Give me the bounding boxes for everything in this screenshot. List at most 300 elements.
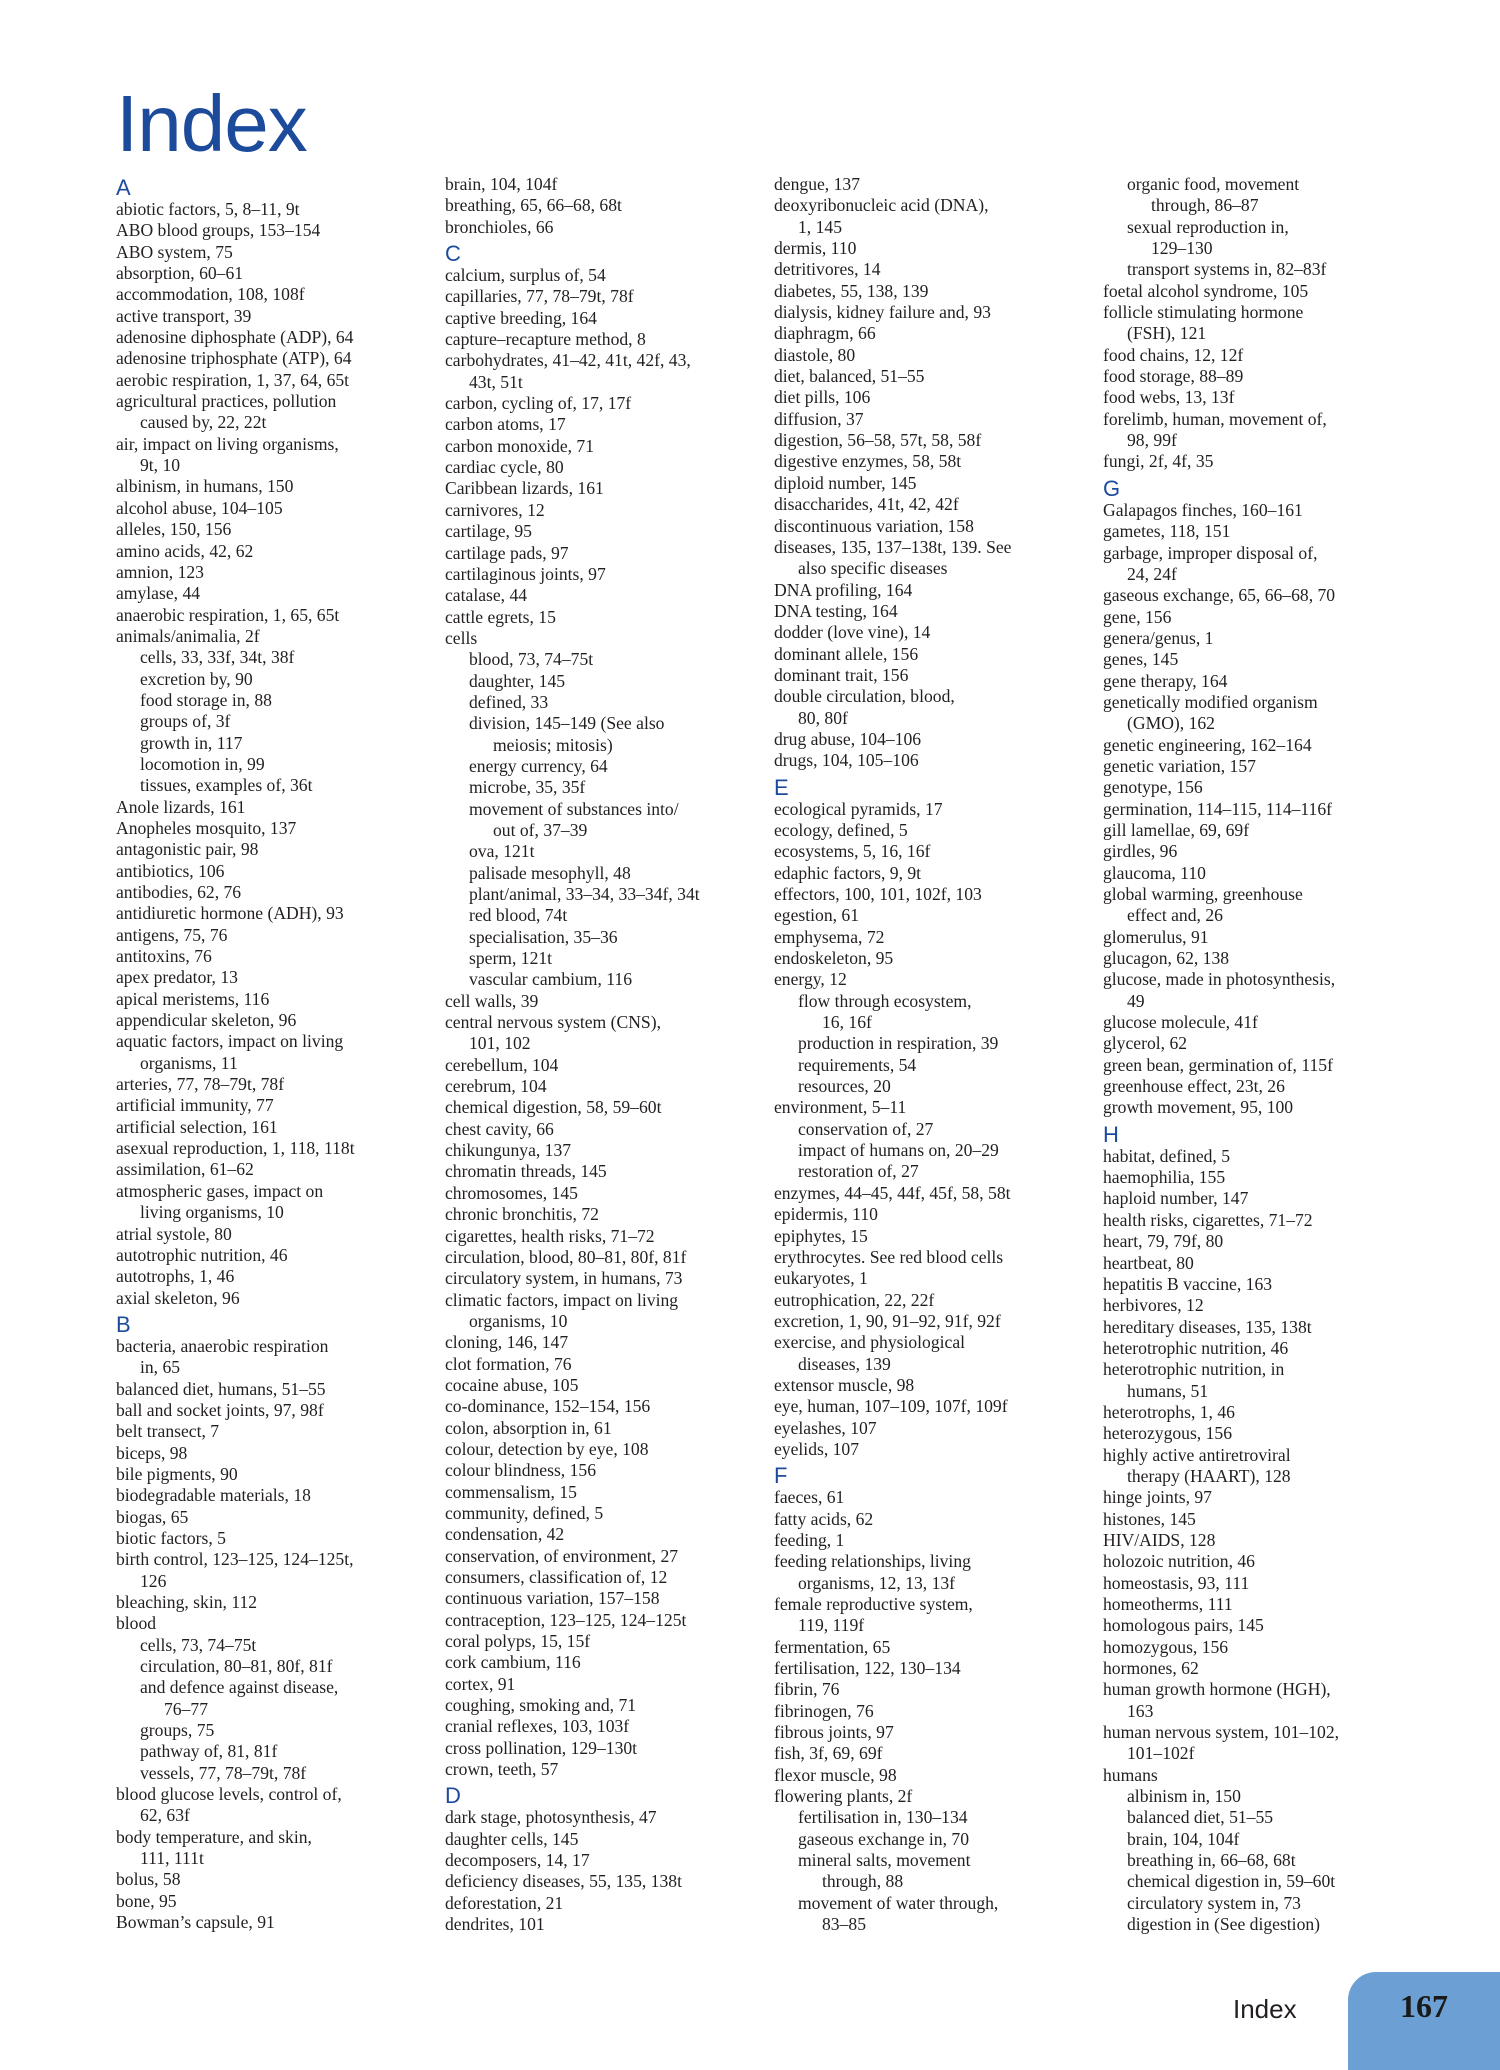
index-subentry: organic food, movement — [1127, 174, 1300, 194]
index-subentry: 101–102f — [1127, 1743, 1195, 1764]
index-entry: epidermis, 110 — [774, 1204, 878, 1225]
index-entry: biceps, 98 — [116, 1442, 188, 1463]
index-entry: artificial immunity, 77 — [116, 1095, 274, 1116]
index-entry: deficiency diseases, 55, 135, 138t — [445, 1871, 682, 1892]
index-entry: aerobic respiration, 1, 37, 64, 65t — [116, 369, 350, 390]
index-entry: breathing, 65, 66–68, 68t — [445, 195, 622, 216]
index-entry: gill lamellae, 69, 69f — [1103, 819, 1250, 840]
index-entry: crown, teeth, 57 — [445, 1759, 559, 1780]
index-entry: glomerulus, 91 — [1103, 926, 1209, 947]
index-subentry: conservation of, 27 — [798, 1118, 934, 1139]
index-entry: disaccharides, 41t, 42, 42f — [774, 494, 959, 515]
index-subentry: 126 — [140, 1570, 167, 1591]
index-subentry: palisade mesophyll, 48 — [469, 862, 631, 883]
index-subentry: tissues, examples of, 36t — [140, 775, 313, 796]
index-entry: co-dominance, 152–154, 156 — [445, 1396, 651, 1417]
index-entry: antagonistic pair, 98 — [116, 839, 259, 860]
index-subentry: sexual reproduction in, — [1127, 216, 1289, 237]
index-entry: garbage, improper disposal of, — [1103, 542, 1318, 563]
index-entry: aquatic factors, impact on living — [116, 1031, 344, 1052]
section-letter: G — [1103, 475, 1121, 501]
index-entry: antibodies, 62, 76 — [116, 882, 242, 902]
index-entry: colour blindness, 156 — [445, 1460, 596, 1481]
index-entry: foetal alcohol syndrome, 105 — [1103, 280, 1309, 301]
index-entry: effectors, 100, 101, 102f, 103 — [774, 884, 982, 904]
index-entry: carbon monoxide, 71 — [445, 435, 595, 456]
index-entry: cartilage pads, 97 — [445, 542, 569, 563]
index-entry: growth movement, 95, 100 — [1103, 1097, 1294, 1118]
index-subentry: circulation, 80–81, 80f, 81f — [140, 1656, 333, 1677]
index-entry: exercise, and physiological — [774, 1332, 966, 1353]
index-entry: belt transect, 7 — [116, 1421, 220, 1442]
index-entry: alleles, 150, 156 — [116, 519, 232, 540]
index-entry: glucose molecule, 41f — [1103, 1012, 1258, 1033]
index-entry: gene, 156 — [1103, 606, 1172, 627]
section-letter: B — [116, 1311, 131, 1337]
index-entry: cigarettes, health risks, 71–72 — [445, 1225, 655, 1246]
index-column-3 — [774, 174, 1079, 1936]
index-subentry: transport systems in, 82–83f — [1127, 259, 1327, 280]
index-entry: bolus, 58 — [116, 1869, 181, 1890]
index-entry: dendrites, 101 — [445, 1914, 545, 1935]
index-entry: diffusion, 37 — [774, 408, 864, 429]
index-entry: commensalism, 15 — [445, 1481, 577, 1502]
index-entry: captive breeding, 164 — [445, 307, 597, 328]
index-subentry: effect and, 26 — [1127, 905, 1223, 926]
section-letter: H — [1103, 1121, 1119, 1147]
index-subentry: therapy (HAART), 128 — [1127, 1465, 1291, 1486]
section-letter: A — [116, 175, 131, 200]
index-entry: egestion, 61 — [774, 905, 860, 926]
index-entry: clot formation, 76 — [445, 1353, 572, 1374]
index-entry: deforestation, 21 — [445, 1892, 564, 1913]
index-entry: genes, 145 — [1103, 649, 1179, 670]
index-entry: atmospheric gases, impact on — [116, 1180, 324, 1201]
index-subentry: resources, 20 — [798, 1076, 891, 1097]
page-title: Index — [116, 79, 307, 168]
index-entry: anaerobic respiration, 1, 65, 65t — [116, 604, 340, 625]
index-entry: food storage, 88–89 — [1103, 366, 1244, 387]
index-entry: excretion, 1, 90, 91–92, 91f, 92f — [774, 1310, 1001, 1331]
index-entry: cocaine abuse, 105 — [445, 1374, 579, 1395]
index-entry: alcohol abuse, 104–105 — [116, 497, 283, 518]
index-entry: cerebrum, 104 — [445, 1076, 547, 1097]
index-entry: genetic engineering, 162–164 — [1103, 734, 1312, 755]
index-entry: DNA testing, 164 — [774, 600, 898, 621]
index-entry: cells — [445, 627, 478, 648]
index-subentry: defined, 33 — [469, 691, 549, 712]
index-subentry: ova, 121t — [469, 841, 535, 862]
index-entry: cork cambium, 116 — [445, 1652, 581, 1673]
index-entry: antigens, 75, 76 — [116, 924, 228, 945]
index-subentry: requirements, 54 — [798, 1054, 917, 1075]
index-entry: cartilaginous joints, 97 — [445, 563, 606, 584]
index-entry: eukaryotes, 1 — [774, 1268, 868, 1289]
index-entry: fibrin, 76 — [774, 1679, 840, 1700]
index-entry: diabetes, 55, 138, 139 — [774, 280, 929, 301]
index-entry: antibiotics, 106 — [116, 860, 225, 881]
index-entry: contraception, 123–125, 124–125t — [445, 1609, 687, 1630]
index-subentry: 43t, 51t — [469, 371, 523, 392]
index-entry: ecology, defined, 5 — [774, 819, 908, 840]
index-subentry: movement of water through, — [798, 1892, 999, 1913]
index-entry: colon, absorption in, 61 — [445, 1417, 612, 1438]
index-entry: green bean, germination of, 115f — [1103, 1054, 1333, 1075]
index-entry: catalase, 44 — [445, 585, 528, 606]
index-entry: community, defined, 5 — [445, 1502, 604, 1523]
index-subentry: 9t, 10 — [140, 455, 181, 476]
index-entry: abiotic factors, 5, 8–11, 9t — [116, 199, 300, 219]
index-subentry: red blood, 74t — [469, 905, 568, 926]
index-entry: fungi, 2f, 4f, 35 — [1103, 451, 1214, 472]
index-entry: cortex, 91 — [445, 1673, 516, 1694]
index-entry: asexual reproduction, 1, 118, 118t — [116, 1138, 355, 1159]
index-entry: eutrophication, 22, 22f — [774, 1289, 935, 1310]
index-subentry: 16, 16f — [822, 1012, 872, 1033]
index-entry: fatty acids, 62 — [774, 1508, 874, 1529]
index-subentry: 80, 80f — [798, 707, 848, 728]
index-entry: flexor muscle, 98 — [774, 1764, 897, 1785]
index-entry: cardiac cycle, 80 — [445, 457, 564, 478]
index-entry: carnivores, 12 — [445, 499, 545, 520]
index-entry: carbon, cycling of, 17, 17f — [445, 393, 632, 414]
index-subentry: 101, 102 — [469, 1033, 531, 1054]
index-entry: epiphytes, 15 — [774, 1225, 868, 1246]
index-subentry: groups of, 3f — [140, 711, 231, 732]
index-entry: hormones, 62 — [1103, 1658, 1199, 1679]
index-entry: eyelashes, 107 — [774, 1417, 877, 1438]
index-entry: chemical digestion, 58, 59–60t — [445, 1097, 662, 1118]
index-entry: glucose, made in photosynthesis, — [1103, 969, 1336, 990]
index-entry: gaseous exchange, 65, 66–68, 70 — [1103, 585, 1336, 606]
index-entry: artificial selection, 161 — [116, 1116, 278, 1137]
index-entry: carbon atoms, 17 — [445, 414, 566, 435]
index-subentry: 49 — [1127, 990, 1145, 1011]
index-entry: axial skeleton, 96 — [116, 1287, 240, 1308]
index-subentry: cells, 73, 74–75t — [140, 1634, 257, 1655]
index-subentry: growth in, 117 — [140, 732, 243, 753]
index-entry: diaphragm, 66 — [774, 323, 876, 344]
index-entry: chest cavity, 66 — [445, 1118, 554, 1139]
index-subentry: breathing in, 66–68, 68t — [1127, 1850, 1296, 1871]
index-subentry: gaseous exchange in, 70 — [798, 1828, 969, 1849]
index-entry: chromosomes, 145 — [445, 1182, 578, 1203]
index-subentry: 163 — [1127, 1700, 1154, 1721]
index-entry: dodder (love vine), 14 — [774, 622, 931, 643]
index-entry: heartbeat, 80 — [1103, 1252, 1194, 1273]
index-entry: Anopheles mosquito, 137 — [116, 817, 297, 838]
index-entry: gene therapy, 164 — [1103, 670, 1228, 691]
index-subentry: vessels, 77, 78–79t, 78f — [140, 1762, 307, 1783]
index-subentry: blood, 73, 74–75t — [469, 649, 594, 670]
index-entry: colour, detection by eye, 108 — [445, 1438, 649, 1459]
index-subentry: movement of substances into/ — [469, 798, 679, 819]
index-subentry: organisms, 10 — [469, 1310, 568, 1331]
index-entry: agricultural practices, pollution — [116, 391, 337, 412]
index-subentry: daughter, 145 — [469, 670, 566, 691]
index-entry: female reproductive system, — [774, 1594, 973, 1614]
section-letter: C — [445, 241, 461, 267]
index-column-4 — [1103, 174, 1408, 1936]
index-subentry: vascular cambium, 116 — [469, 969, 633, 990]
index-entry: diet, balanced, 51–55 — [774, 366, 925, 387]
index-entry: bronchioles, 66 — [445, 216, 554, 237]
index-entry: albinism, in humans, 150 — [116, 476, 294, 497]
index-entry: eyelids, 107 — [774, 1438, 860, 1459]
index-entry: energy, 12 — [774, 969, 847, 990]
index-subentry: impact of humans on, 20–29 — [798, 1140, 999, 1161]
index-entry: flowering plants, 2f — [774, 1786, 913, 1807]
index-entry: active transport, 39 — [116, 305, 252, 326]
index-entry: dialysis, kidney failure and, 93 — [774, 302, 991, 323]
index-entry: haemophilia, 155 — [1103, 1167, 1226, 1188]
index-entry: continuous variation, 157–158 — [445, 1588, 660, 1609]
index-entry: body temperature, and skin, — [116, 1826, 312, 1847]
index-entry: consumers, classification of, 12 — [445, 1567, 668, 1587]
index-subentry: organisms, 11 — [140, 1052, 238, 1073]
index-entry: diastole, 80 — [774, 344, 856, 365]
index-entry: heterozygous, 156 — [1103, 1423, 1232, 1444]
index-subentry: albinism in, 150 — [1127, 1786, 1241, 1807]
index-subentry: groups, 75 — [140, 1720, 215, 1741]
index-subentry: (FSH), 121 — [1127, 323, 1207, 344]
index-subentry: locomotion in, 99 — [140, 753, 265, 774]
index-entry: decomposers, 14, 17 — [445, 1850, 590, 1871]
index-entry: homeostasis, 93, 111 — [1103, 1572, 1250, 1593]
index-entry: food webs, 13, 13f — [1103, 387, 1235, 408]
index-subentry: through, 86–87 — [1151, 195, 1259, 216]
index-entry: amnion, 123 — [116, 561, 204, 582]
index-entry: ABO blood groups, 153–154 — [116, 220, 321, 241]
index-subentry: diseases, 139 — [798, 1353, 891, 1374]
index-subentry: circulatory system in, 73 — [1127, 1892, 1301, 1913]
index-subentry: meiosis; mitosis) — [493, 734, 613, 755]
index-entry: humans — [1103, 1764, 1158, 1785]
index-subentry: brain, 104, 104f — [1127, 1828, 1240, 1849]
index-entry: adenosine diphosphate (ADP), 64 — [116, 327, 354, 348]
index-entry: bile pigments, 90 — [116, 1463, 238, 1484]
index-entry: histones, 145 — [1103, 1508, 1196, 1529]
index-entry: heart, 79, 79f, 80 — [1103, 1231, 1224, 1252]
index-entry: digestive enzymes, 58, 58t — [774, 451, 962, 472]
index-entry: blood — [116, 1613, 157, 1634]
index-entry: bacteria, anaerobic respiration — [116, 1335, 329, 1356]
index-entry: heterotrophs, 1, 46 — [1103, 1401, 1235, 1422]
index-subentry: fertilisation in, 130–134 — [798, 1807, 968, 1828]
index-entry: Anole lizards, 161 — [116, 796, 246, 817]
index-entry: Bowman’s capsule, 91 — [116, 1912, 275, 1933]
index-entry: environment, 5–11 — [774, 1097, 907, 1118]
index-entry: dominant trait, 156 — [774, 664, 909, 685]
index-subentry: chemical digestion in, 59–60t — [1127, 1871, 1336, 1892]
index-subentry: sperm, 121t — [469, 948, 553, 969]
index-entry: double circulation, blood, — [774, 686, 955, 707]
index-entry: arteries, 77, 78–79t, 78f — [116, 1074, 285, 1095]
index-entry: blood glucose levels, control of, — [116, 1784, 342, 1805]
index-entry: heterotrophic nutrition, in — [1103, 1359, 1285, 1380]
index-entry: human growth hormone (HGH), — [1103, 1679, 1331, 1700]
index-subentry: 76–77 — [164, 1698, 208, 1719]
index-entry: daughter cells, 145 — [445, 1828, 579, 1849]
index-entry: ecological pyramids, 17 — [774, 798, 943, 819]
index-subentry: mineral salts, movement — [798, 1850, 971, 1871]
index-entry: adenosine triphosphate (ATP), 64 — [116, 348, 352, 369]
index-entry: food chains, 12, 12f — [1103, 344, 1244, 365]
index-entry: antitoxins, 76 — [116, 946, 212, 967]
index-entry: diseases, 135, 137–138t, 139. See — [774, 536, 1012, 557]
index-entry: biodegradable materials, 18 — [116, 1485, 311, 1506]
index-entry: circulatory system, in humans, 73 — [445, 1268, 683, 1289]
index-entry: cartilage, 95 — [445, 521, 532, 542]
index-entry: chronic bronchitis, 72 — [445, 1204, 599, 1225]
index-subentry: 24, 24f — [1127, 563, 1177, 584]
index-entry: habitat, defined, 5 — [1103, 1145, 1231, 1166]
index-entry: extensor muscle, 98 — [774, 1374, 915, 1395]
index-subentry: food storage in, 88 — [140, 689, 272, 710]
index-entry: ecosystems, 5, 16, 16f — [774, 841, 931, 862]
index-entry: girdles, 96 — [1103, 841, 1178, 862]
index-entry: global warming, greenhouse — [1103, 884, 1303, 904]
index-subentry: 119, 119f — [798, 1615, 865, 1636]
index-entry: birth control, 123–125, 124–125t, — [116, 1549, 354, 1570]
index-subentry: 83–85 — [822, 1914, 866, 1935]
index-entry: capillaries, 77, 78–79t, 78f — [445, 286, 634, 307]
index-entry: glaucoma, 110 — [1103, 862, 1206, 883]
footer-label: Index — [1233, 1994, 1297, 2024]
index-subentry: flow through ecosystem, — [798, 990, 972, 1011]
index-subentry: balanced diet, 51–55 — [1127, 1807, 1274, 1828]
index-entry: highly active antiretroviral — [1103, 1444, 1291, 1465]
index-entry: holozoic nutrition, 46 — [1103, 1551, 1255, 1572]
index-entry: greenhouse effect, 23t, 26 — [1103, 1076, 1285, 1097]
index-entry: gametes, 118, 151 — [1103, 521, 1231, 542]
index-entry: central nervous system (CNS), — [445, 1012, 661, 1033]
index-entry: Galapagos finches, 160–161 — [1103, 499, 1303, 520]
index-subentry: pathway of, 81, 81f — [140, 1741, 278, 1762]
index-entry: health risks, cigarettes, 71–72 — [1103, 1209, 1313, 1230]
index-subentry: humans, 51 — [1127, 1380, 1209, 1401]
index-entry: herbivores, 12 — [1103, 1295, 1204, 1316]
index-entry: fibrinogen, 76 — [774, 1700, 874, 1721]
index-entry: forelimb, human, movement of, — [1103, 408, 1327, 429]
index-entry: diet pills, 106 — [774, 387, 871, 408]
index-subentry: microbe, 35, 35f — [469, 777, 586, 798]
index-entry: genotype, 156 — [1103, 777, 1203, 798]
index-subentry: caused by, 22, 22t — [140, 412, 267, 433]
index-entry: HIV/AIDS, 128 — [1103, 1529, 1216, 1550]
index-entry: genera/genus, 1 — [1103, 627, 1214, 648]
index-entry: coughing, smoking and, 71 — [445, 1695, 637, 1716]
index-entry: apical meristems, 116 — [116, 988, 270, 1009]
index-entry: hinge joints, 97 — [1103, 1487, 1212, 1508]
index-entry: hereditary diseases, 135, 138t — [1103, 1316, 1312, 1337]
index-entry: hepatitis B vaccine, 163 — [1103, 1273, 1273, 1294]
index-entry: carbohydrates, 41–42, 41t, 42f, 43, — [445, 350, 691, 371]
index-entry: faeces, 61 — [774, 1487, 845, 1508]
index-subentry: 129–130 — [1151, 238, 1213, 259]
index-entry: cloning, 146, 147 — [445, 1332, 569, 1353]
index-subentry: 98, 99f — [1127, 430, 1177, 451]
index-entry: feeding, 1 — [774, 1529, 845, 1550]
index-entry: absorption, 60–61 — [116, 263, 244, 284]
index-entry: balanced diet, humans, 51–55 — [116, 1378, 326, 1399]
index-entry: conservation, of environment, 27 — [445, 1545, 679, 1566]
index-entry: bone, 95 — [116, 1890, 177, 1911]
index-entry: deoxyribonucleic acid (DNA), — [774, 195, 989, 216]
index-entry: biogas, 65 — [116, 1506, 189, 1527]
index-entry: edaphic factors, 9, 9t — [774, 862, 922, 883]
section-letter: F — [774, 1463, 788, 1489]
index-entry: homeotherms, 111 — [1103, 1594, 1233, 1614]
index-entry: assimilation, 61–62 — [116, 1159, 254, 1180]
index-subentry: excretion by, 90 — [140, 668, 253, 689]
index-entry: dominant allele, 156 — [774, 643, 919, 664]
section-letter: D — [445, 1783, 461, 1809]
index-entry: autotrophic nutrition, 46 — [116, 1244, 288, 1265]
index-subentry: division, 145–149 (See also — [469, 713, 665, 734]
index-entry: enzymes, 44–45, 44f, 45f, 58, 58t — [774, 1182, 1011, 1203]
index-entry: atrial systole, 80 — [116, 1223, 232, 1244]
index-entry: digestion, 56–58, 57t, 58, 58f — [774, 430, 982, 451]
index-entry: Caribbean lizards, 161 — [445, 478, 604, 499]
index-entry: cross pollination, 129–130t — [445, 1737, 638, 1758]
index-entry: feeding relationships, living — [774, 1551, 971, 1572]
index-entry: bleaching, skin, 112 — [116, 1592, 258, 1612]
index-entry: amylase, 44 — [116, 583, 201, 604]
index-entry: glycerol, 62 — [1103, 1033, 1188, 1054]
index-entry: detritivores, 14 — [774, 259, 881, 280]
index-entry: ball and socket joints, 97, 98f — [116, 1399, 324, 1420]
index-entry: cell walls, 39 — [445, 990, 539, 1011]
index-subentry: through, 88 — [822, 1871, 904, 1892]
index-entry: human nervous system, 101–102, — [1103, 1722, 1340, 1743]
index-subentry: also specific diseases — [798, 558, 948, 579]
index-entry: autotrophs, 1, 46 — [116, 1266, 235, 1287]
index-subentry: cells, 33, 33f, 34t, 38f — [140, 647, 295, 668]
index-subentry: out of, 37–39 — [493, 819, 588, 840]
index-subentry: in, 65 — [140, 1357, 181, 1378]
index-entry: calcium, surplus of, 54 — [445, 265, 606, 286]
index-entry: biotic factors, 5 — [116, 1527, 226, 1548]
index-entry: cattle egrets, 15 — [445, 606, 556, 627]
index-entry: cerebellum, 104 — [445, 1054, 559, 1075]
index-entry: erythrocytes. See red blood cells — [774, 1246, 1004, 1267]
index-entry: capture–recapture method, 8 — [445, 329, 646, 350]
index-subentry: digestion in (See digestion) — [1127, 1914, 1321, 1935]
index-entry: chromatin threads, 145 — [445, 1161, 607, 1182]
index-entry: ABO system, 75 — [116, 241, 233, 262]
index-entry: dark stage, photosynthesis, 47 — [445, 1807, 657, 1828]
index-entry: emphysema, 72 — [774, 926, 885, 947]
index-entry: antidiuretic hormone (ADH), 93 — [116, 903, 344, 924]
index-entry: DNA profiling, 164 — [774, 579, 913, 600]
index-entry: cranial reflexes, 103, 103f — [445, 1716, 630, 1737]
index-entry: endoskeleton, 95 — [774, 948, 894, 969]
index-entry: fertilisation, 122, 130–134 — [774, 1658, 961, 1679]
index-entry: coral polyps, 15, 15f — [445, 1631, 591, 1652]
index-entry: glucagon, 62, 138 — [1103, 948, 1230, 969]
index-subentry: 111, 111t — [140, 1848, 204, 1869]
index-entry: fibrous joints, 97 — [774, 1722, 894, 1743]
index-subentry: restoration of, 27 — [798, 1161, 919, 1182]
index-entry: fermentation, 65 — [774, 1636, 891, 1657]
index-entry: climatic factors, impact on living — [445, 1289, 679, 1310]
index-entry: homologous pairs, 145 — [1103, 1615, 1264, 1636]
index-entry: fish, 3f, 69, 69f — [774, 1743, 883, 1764]
index-subentry: organisms, 12, 13, 13f — [798, 1572, 956, 1593]
index-entry: appendicular skeleton, 96 — [116, 1010, 297, 1031]
index-entry: follicle stimulating hormone — [1103, 302, 1304, 323]
